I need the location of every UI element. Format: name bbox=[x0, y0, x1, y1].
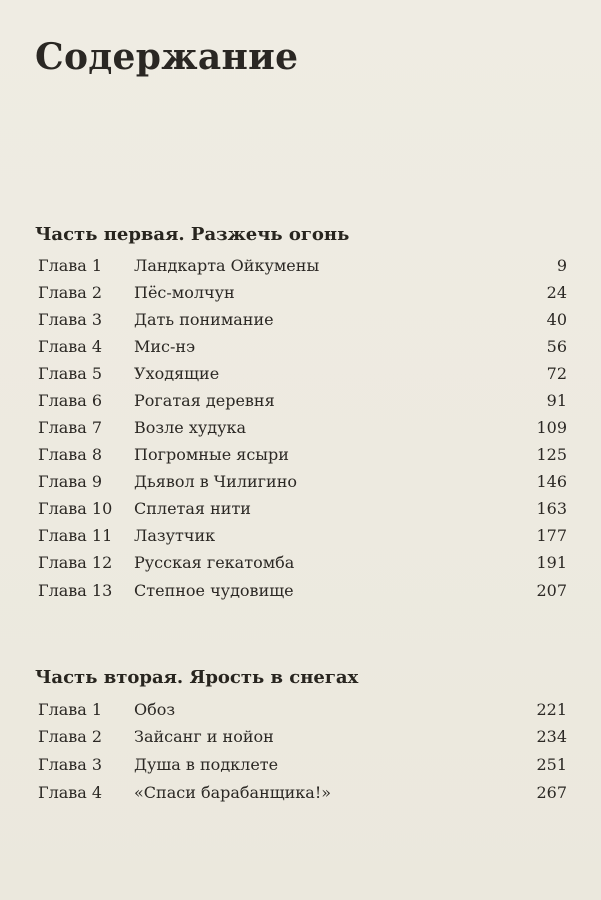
chapter-page: 251 bbox=[536, 755, 567, 774]
toc-row bbox=[0, 334, 601, 360]
toc-row bbox=[0, 578, 601, 604]
toc-row bbox=[0, 550, 601, 576]
chapter-title: Рогатая деревня bbox=[134, 391, 275, 410]
chapter-label: Глава 3 bbox=[38, 310, 103, 329]
toc-row bbox=[0, 469, 601, 495]
part-heading-2: Часть вторая. Ярость в снегах bbox=[35, 667, 359, 688]
chapter-title: Пёс-молчун bbox=[134, 283, 235, 302]
chapter-title: Русская гекатомба bbox=[134, 553, 295, 572]
chapter-label: Глава 6 bbox=[38, 391, 103, 410]
chapter-page: 234 bbox=[536, 727, 567, 746]
chapter-page: 221 bbox=[536, 700, 567, 719]
chapter-title: Дьявол в Чилигино bbox=[134, 472, 297, 491]
chapter-page: 163 bbox=[536, 499, 567, 518]
chapter-label: Глава 8 bbox=[38, 445, 103, 464]
chapter-label: Глава 7 bbox=[38, 418, 103, 437]
part-heading-1: Часть первая. Разжечь огонь bbox=[35, 224, 350, 245]
chapter-title: «Спаси барабанщика!» bbox=[134, 783, 332, 802]
toc-row bbox=[0, 280, 601, 306]
chapter-title: Ландкарта Ойкумены bbox=[134, 256, 320, 275]
chapter-page: 177 bbox=[536, 526, 567, 545]
toc-row bbox=[0, 388, 601, 414]
chapter-title: Обоз bbox=[134, 700, 176, 719]
chapter-label: Глава 11 bbox=[38, 526, 113, 545]
chapter-title: Уходящие bbox=[134, 364, 220, 383]
chapter-label: Глава 1 bbox=[38, 700, 103, 719]
toc-row bbox=[0, 496, 601, 522]
chapter-title: Сплетая нити bbox=[134, 499, 251, 518]
toc-row bbox=[0, 415, 601, 441]
chapter-page: 267 bbox=[536, 783, 567, 802]
toc-row bbox=[0, 523, 601, 549]
chapter-label: Глава 2 bbox=[38, 283, 103, 302]
chapter-title: Дать понимание bbox=[134, 310, 274, 329]
toc-row bbox=[0, 752, 601, 778]
chapter-page: 24 bbox=[546, 283, 567, 302]
chapter-page: 9 bbox=[556, 256, 567, 275]
chapter-page: 91 bbox=[546, 391, 567, 410]
chapter-title: Возле худука bbox=[134, 418, 247, 437]
chapter-label: Глава 1 bbox=[38, 256, 103, 275]
chapter-page: 207 bbox=[536, 581, 567, 600]
chapter-title: Душа в подклете bbox=[134, 755, 279, 774]
toc-row bbox=[0, 307, 601, 333]
chapter-page: 109 bbox=[536, 418, 567, 437]
chapter-label: Глава 2 bbox=[38, 727, 103, 746]
toc-row bbox=[0, 697, 601, 723]
chapter-title: Мис-нэ bbox=[134, 337, 196, 356]
toc-row bbox=[0, 724, 601, 750]
toc-row bbox=[0, 442, 601, 468]
chapter-title: Степное чудовище bbox=[134, 581, 294, 600]
chapter-page: 56 bbox=[546, 337, 567, 356]
chapter-label: Глава 13 bbox=[38, 581, 113, 600]
chapter-title: Зайсанг и нойон bbox=[134, 727, 274, 746]
chapter-title: Лазутчик bbox=[134, 526, 216, 545]
page-title: Содержание bbox=[35, 36, 299, 78]
chapter-label: Глава 9 bbox=[38, 472, 103, 491]
toc-row bbox=[0, 253, 601, 279]
chapter-title: Погромные ясыри bbox=[134, 445, 289, 464]
chapter-page: 146 bbox=[536, 472, 567, 491]
chapter-page: 125 bbox=[536, 445, 567, 464]
chapter-label: Глава 3 bbox=[38, 755, 103, 774]
chapter-label: Глава 4 bbox=[38, 337, 103, 356]
chapter-label: Глава 5 bbox=[38, 364, 103, 383]
chapter-label: Глава 10 bbox=[38, 499, 113, 518]
chapter-label: Глава 4 bbox=[38, 783, 103, 802]
chapter-page: 40 bbox=[546, 310, 567, 329]
chapter-page: 72 bbox=[546, 364, 567, 383]
toc-row bbox=[0, 780, 601, 806]
chapter-label: Глава 12 bbox=[38, 553, 113, 572]
toc-row bbox=[0, 361, 601, 387]
chapter-page: 191 bbox=[536, 553, 567, 572]
